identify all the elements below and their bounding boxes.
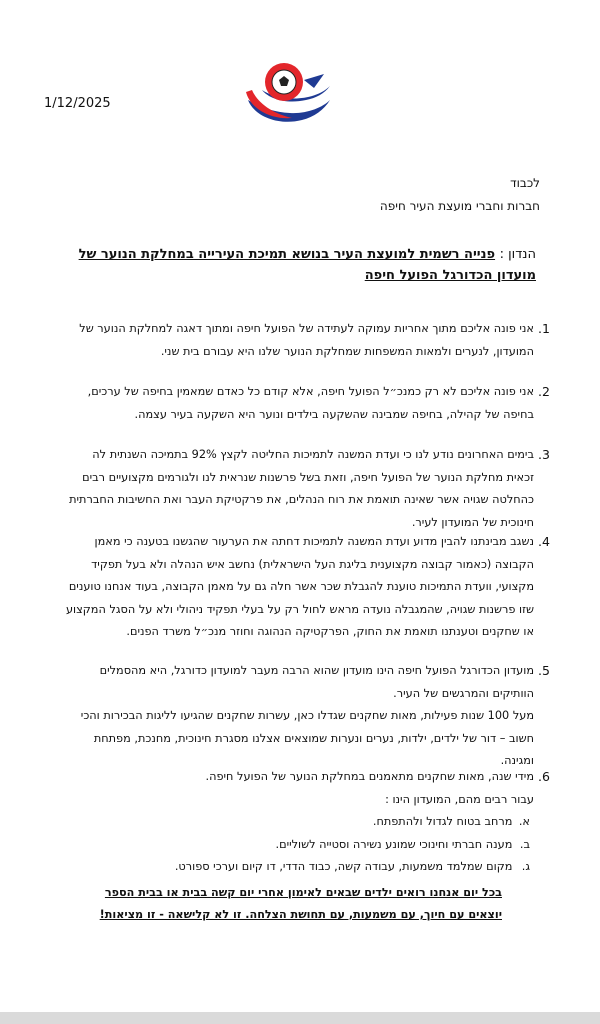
sub-item-letter: א. (518, 815, 530, 829)
closing-statement: בכל יום אנחנו רואים ילדים שבאים לאימון אחרי יום קשה בבית או בבית הספר יוצאים עם חיוך, עם משמעות, עם תחושת הצלחה. זו לא קלישאה - זו מציאות! (99, 886, 502, 921)
list-item (64, 660, 550, 773)
letter-date: 1/12/2025 (44, 96, 111, 111)
item-number: 5. (538, 663, 550, 678)
salutation: לכבוד (510, 176, 540, 190)
item-text: אני פונה אליכם לא רק כמנכ״ל הפועל חיפה, אלא קודם כל כאדם שמאמין בחיפה של ערכים, בחיפה של קהילה, בחיפה שמבינה שהשקעה בילדים ונוער היא השקעה בעיר עצמה. (87, 385, 534, 421)
sub-item (64, 834, 530, 857)
item-text: מועדון הכדורגל הפועל חיפה הינו מועדון שהוא הרבה מעבר למועדון כדורגל, היא מהסמלים הוותיקים והמרגשים של העיר. (99, 664, 534, 700)
item-number: 3. (538, 447, 550, 462)
sub-item-text: מקום שמלמד משמעות, עבודה קשה, כבוד הדדי, דו קיום וערכי ספורט. (174, 860, 513, 874)
sub-item (64, 856, 530, 879)
list-item (64, 318, 550, 363)
sub-item-text: מרחב בטוח לגדול ולהתפתח. (372, 815, 513, 829)
list-item (64, 444, 550, 534)
subject-line2: מועדון הכדורגל הפועל חיפה (364, 268, 536, 283)
item-extra: עבור רבים מהם, המועדון הינו : (385, 792, 534, 806)
sub-item-letter: ג. (521, 860, 530, 874)
item-number: 2. (538, 384, 550, 399)
subject (56, 244, 536, 286)
list-item (64, 531, 550, 644)
item-text: בימים האחרונים נודע לנו כי ועדת המשנה לתמיכות החליטה לקצץ 92% בתמיכה השנתית לה זכאית מחלקת הנוער של הפועל חיפה, וזאת בשל פרשנות שנראית לנו ולגורמים מקצועיים רבים כהחלטה שגויה אשר שאינה תואמת את רוח הנהלים, את פרקטיקת העבר ואת החשיבות החברתית חינוכית של המועדון לעיר. (69, 448, 534, 529)
addressee: חברות וחברי מועצת העיר חיפה (379, 199, 540, 213)
item-text: נשגב מבינתנו להבין מדוע ועדת המשנה לתמיכות דחתה את הערעור שהגשנו בטענה כי מאמן הקבוצה (כאמור קבוצה מקצוענית בליגת העל הישראלית) נחשב איש הנהלה ולא בעל תפקיד מקצועי, וועדת התמיכות טוענת להגבלת שכר אשר חלה גם על מאמן הקבוצה, בעוד אנחנו טוענים שזו פרשנות שגויה, שהמגבלה נועדה מראש לחול רק על בעלי תפקיד ניהולי ולא על הסגל המקצוע או שחקנים וטענתנו תואמת את החוק, הפרקטיקה הנהוגה וחוזר מנכ״ל משרד הפנים. (65, 535, 534, 639)
list-item (64, 766, 550, 879)
subject-prefix: הנדון : (499, 247, 536, 262)
item-number: 4. (538, 534, 550, 549)
item-text: אני פונה אליכם מתוך אחריות עמוקה לעתידה של הפועל חיפה ומתוך דאגה למחלקת הנוער של המועדון, לנערים ולמאות המשפחות שמחלקת הנוער שלנו היא עבורם בית שני. (79, 322, 534, 358)
sub-item-letter: ב. (519, 837, 530, 851)
item-extra: מעל 100 שנות פעילות, מאות שחקנים שגדלו כאן, עשרות שחקנים שהגיעו לליגות הבכירות והכי חשוב – דור של ילדים, ילדות, נערים ונערות שמוצאים אצלנו מסגרת חינוכית, מחנכת, מפתחת ומגינה. (80, 709, 534, 768)
item-text: מידי שנה, מאות שחקנים מתאמנים במחלקת הנוער של הפועל חיפה. (205, 770, 534, 783)
bottom-edge (0, 1012, 600, 1024)
item-number: 6. (538, 769, 550, 784)
item-number: 1. (538, 321, 550, 336)
list-item (64, 381, 550, 426)
sub-item-text: מענה חברתי וחינוכי שמונע נשירה וסטייה לשוליים. (275, 837, 513, 851)
subject-line1: פנייה רשמית למועצת העיר בנושא תמיכת העירייה במחלקת הנוער של (78, 247, 496, 262)
hapoel-haifa-logo (244, 56, 332, 128)
sub-item (64, 811, 530, 834)
